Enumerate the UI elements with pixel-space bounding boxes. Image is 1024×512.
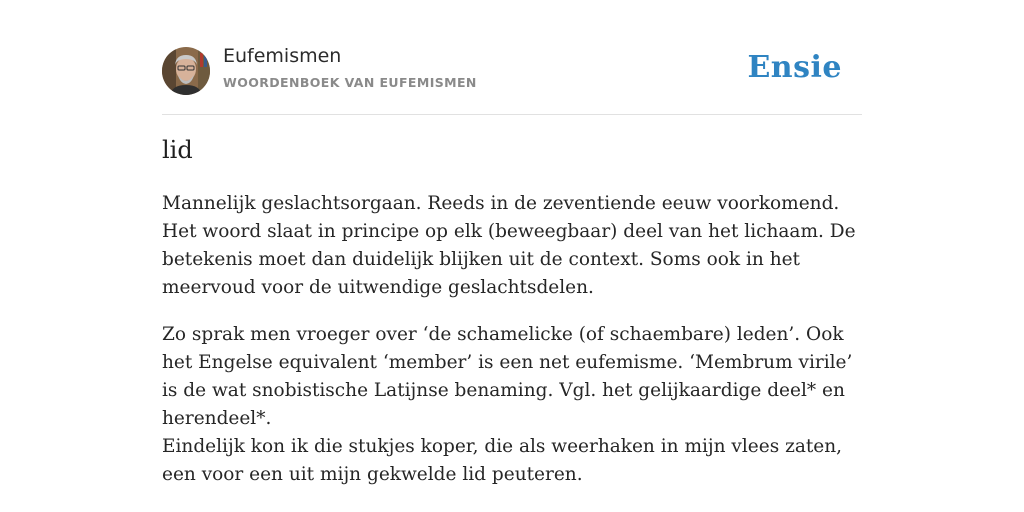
author-avatar[interactable] xyxy=(162,47,210,95)
entry-example: Eindelijk kon ik die stukjes koper, die als weerhaken in mijn vlees zaten, een voor een uit mijn gekwelde lid peuteren. xyxy=(162,436,843,485)
source-header xyxy=(162,0,862,115)
avatar-image xyxy=(162,47,210,95)
entry-card xyxy=(162,0,862,485)
entry-definition: Mannelijk geslachtsorgaan. Reeds in de zeventiende eeuw voorkomend. Het woord slaat in principe op elk (beweegbaar) deel van het lichaam. De betekenis moet dan duidelijk blijken uit de context. Soms ook in het meervoud voor de uitwendige geslachtsdelen. xyxy=(162,193,856,298)
ensie-logo[interactable]: Ensie xyxy=(747,50,842,85)
entry-note: Zo sprak men vroeger over ‘de schamelicke (of schaembare) leden’. Ook het Engelse equivalent ‘member’ is een net eufemisme. ‘Membrum virile’ is de wat snobistische Latijnse benaming. Vgl. het gelijkaardige deel* en herendeel*. xyxy=(162,324,853,429)
source-subtitle: WOORDENBOEK VAN EUFEMISMEN xyxy=(223,75,477,90)
source-title[interactable]: Eufemismen xyxy=(223,45,342,67)
entry-term: lid xyxy=(162,136,193,164)
